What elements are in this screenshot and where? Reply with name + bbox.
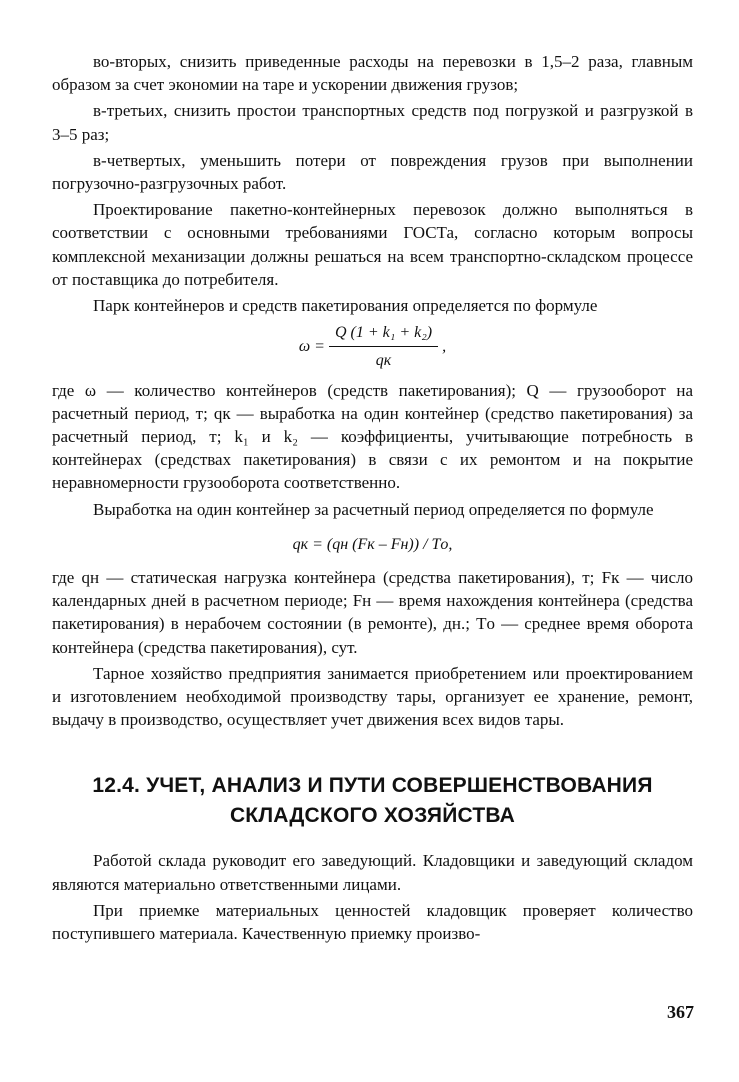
section-heading-line2: СКЛАДСКОГО ХОЗЯЙСТВА	[229, 804, 516, 828]
paragraph-sklad-management: Работой склада руководит его заведующий. Кладовщики и заведующий складом являются материально ответственными лицами.	[52, 851, 693, 894]
formula-park-lhs: ω =	[298, 338, 325, 356]
page-body	[52, 50, 693, 948]
paragraph-sklad-acceptance: При приемке материальных ценностей кладовщик проверяет количество поступившего материала. Качественную приемку произво-	[52, 900, 693, 944]
paragraph-tare: Тарное хозяйство предприятия занимается приобретением или проектированием и изготовлением необходимой производству тары, организует ее хранение, ремонт, выдачу в производство, осуществляет учет движения всех видов тары.	[52, 663, 693, 730]
paragraph-where-park: где ω — количество контейнеров (средств пакетирования); Q — грузооборот на расчетный период, т; qк — выработка на один контейнер (средство пакетирования) за расчетный период, т; k₁ и k₂ — коэффициенты, учитывающие потребность в контейнерах (средствах пакетирования) в связи с их ремонтом и на покрытие неравномерности грузооборота соответственно.	[52, 380, 693, 493]
formula-park-numerator: Q (1 + k₁ + k₂)	[329, 321, 438, 347]
formula-output: qк = (qн (Fк – Fн)) / Tо,	[292, 535, 453, 553]
section-heading-line1: 12.4. УЧЕТ, АНАЛИЗ И ПУТИ СОВЕРШЕНСТВОВАНИЯ	[92, 774, 653, 798]
paragraph-fourthly: в-четвертых, уменьшить потери от повреждения грузов при выполнении погрузочно-разгрузочных работ.	[52, 150, 693, 194]
formula-park	[52, 321, 693, 372]
formula-park-denominator: qк	[375, 352, 392, 370]
formula-park-fraction	[329, 321, 438, 372]
page-number: 367	[667, 1002, 694, 1022]
paragraph-secondly: во-вторых, снизить приведенные расходы на перевозки в 1,5–2 раза, главным образом за счет экономии на таре и ускорении движения грузов;	[52, 52, 693, 95]
paragraph-output-intro: Выработка на один контейнер за расчетный период определяется по формуле	[93, 499, 654, 519]
paragraph-where-output: где qн — статическая нагрузка контейнера (средства пакетирования), т; Fк — число календарных дней в расчетном периоде; Fн — время нахождения контейнера (средства пакетирования) в нерабочем состоянии (в ремонте), дн.; Tо — среднее время оборота контейнера (средства пакетирования), сут.	[52, 568, 693, 657]
paragraph-park-intro: Парк контейнеров и средств пакетирования определяется по формуле	[93, 296, 598, 316]
paragraph-thirdly: в-третьих, снизить простои транспортных средств под погрузкой и разгрузкой в 3–5 раз;	[52, 101, 693, 144]
formula-park-tail: ,	[442, 338, 447, 356]
section-heading	[52, 771, 693, 831]
paragraph-design: Проектирование пакетно-контейнерных перевозок должно выполняться в соответствии с основными требованиями ГОСТа, согласно которым вопросы комплексной механизации должны решаться на всем транспортно-складском процессе от поставщика до потребителя.	[52, 200, 693, 289]
